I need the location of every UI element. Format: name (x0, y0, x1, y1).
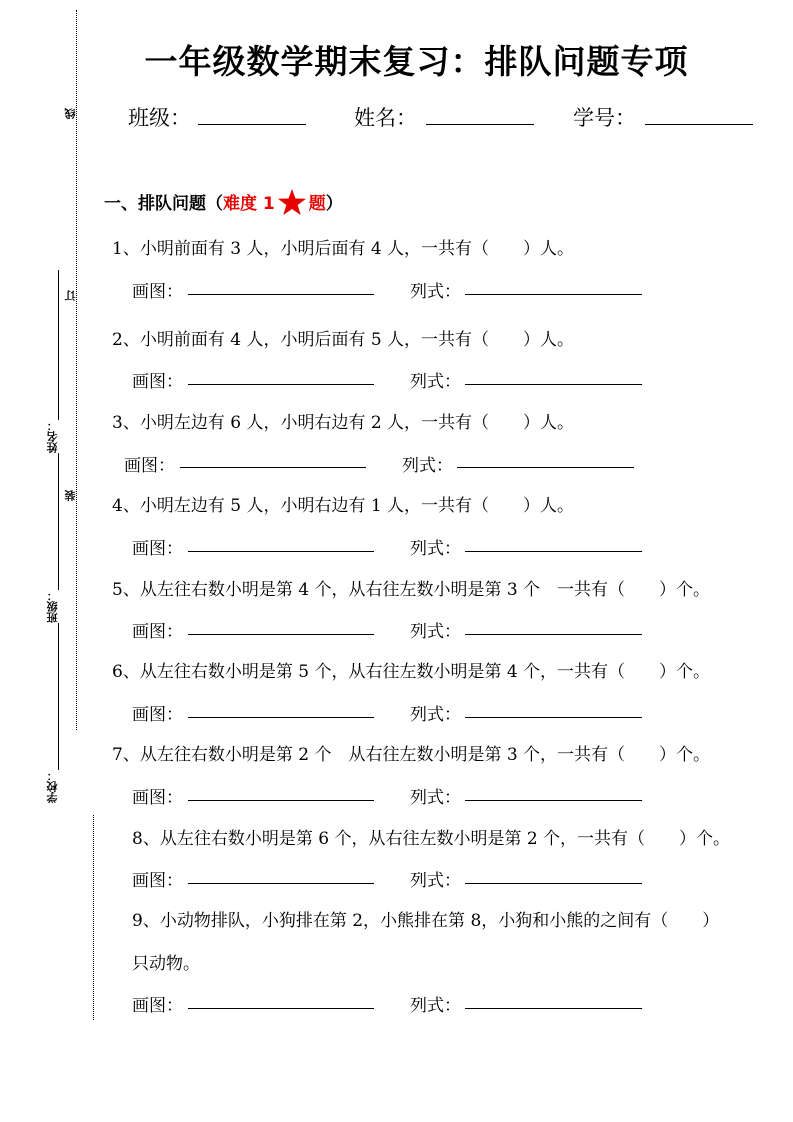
draw-label: 画图： (132, 871, 183, 891)
formula-label: 列式： (410, 282, 461, 302)
draw-label: 画图： (132, 539, 183, 559)
question-1: 1、小明前面有 3 人，小明后面有 4 人，一共有（ ）人。 (112, 239, 575, 259)
formula-field[interactable] (465, 294, 642, 295)
formula-field[interactable] (465, 1008, 642, 1009)
question-9-continued: 只动物。 (132, 954, 200, 974)
draw-label: 画图： (132, 996, 183, 1016)
name-field[interactable] (426, 124, 534, 125)
margin-ding-char: 订 (64, 290, 77, 301)
formula-label: 列式： (410, 871, 461, 891)
draw-field[interactable] (188, 384, 374, 385)
margin-name-label: 姓名： (46, 420, 59, 453)
question-5: 5、从左往右数小明是第 4 个，从右往左数小明是第 3 个 一共有（ ）个。 (112, 580, 711, 600)
section-suffix-red: 题 (308, 194, 326, 214)
draw-field[interactable] (188, 1008, 374, 1009)
section-difficulty: 难度 1 (223, 194, 275, 214)
formula-field[interactable] (465, 384, 642, 385)
question-8: 8、从左往右数小明是第 6 个，从右往左数小明是第 2 个，一共有（ ）个。 (132, 829, 731, 849)
formula-field[interactable] (465, 551, 642, 552)
class-field[interactable] (198, 124, 306, 125)
draw-label: 画图： (132, 372, 183, 392)
formula-label: 列式： (410, 996, 461, 1016)
question-2: 2、小明前面有 4 人，小明后面有 5 人，一共有（ ）人。 (112, 330, 575, 350)
draw-label: 画图： (124, 456, 175, 476)
question-3: 3、小明左边有 6 人，小明右边有 2 人，一共有（ ）人。 (112, 413, 575, 433)
margin-zhuang-char: 装 (64, 490, 77, 501)
formula-field[interactable] (465, 717, 642, 718)
id-label: 学号： (573, 106, 636, 130)
formula-field[interactable] (465, 883, 642, 884)
binding-dotted-line-bottom (93, 815, 94, 1020)
draw-field[interactable] (188, 800, 374, 801)
section-prefix: 一、排队问题（ (104, 194, 223, 214)
formula-label: 列式： (410, 372, 461, 392)
draw-field[interactable] (188, 294, 374, 295)
formula-field[interactable] (465, 800, 642, 801)
binding-solid-line (58, 270, 59, 800)
page-title: 一年级数学期末复习：排队问题专项 (144, 42, 689, 81)
name-label: 姓名： (354, 106, 417, 130)
section-suffix: ） (325, 194, 343, 214)
formula-field[interactable] (465, 634, 642, 635)
draw-field[interactable] (188, 634, 374, 635)
margin-class-label: 班级： (46, 590, 59, 623)
question-7: 7、从左往右数小明是第 2 个 从右往左数小明是第 3 个，一共有（ ）个。 (112, 745, 711, 765)
formula-field[interactable] (457, 467, 634, 468)
formula-label: 列式： (402, 456, 453, 476)
formula-label: 列式： (410, 705, 461, 725)
draw-label: 画图： (132, 622, 183, 642)
draw-label: 画图： (132, 705, 183, 725)
draw-field[interactable] (188, 883, 374, 884)
draw-label: 画图： (132, 282, 183, 302)
class-label: 班级： (128, 106, 191, 130)
draw-field[interactable] (180, 467, 366, 468)
formula-label: 列式： (410, 539, 461, 559)
star-icon (277, 189, 307, 220)
question-4: 4、小明左边有 5 人，小明右边有 1 人，一共有（ ）人。 (112, 496, 575, 516)
question-9: 9、小动物排队，小狗排在第 2，小熊排在第 8，小狗和小熊的之间有（ ） (132, 911, 720, 931)
formula-label: 列式： (410, 622, 461, 642)
draw-field[interactable] (188, 717, 374, 718)
margin-school-label: 学校： (46, 770, 59, 803)
draw-label: 画图： (132, 788, 183, 808)
formula-label: 列式： (410, 788, 461, 808)
id-field[interactable] (645, 124, 753, 125)
draw-field[interactable] (188, 551, 374, 552)
margin-line-char: 线 (64, 108, 77, 119)
section-heading (104, 189, 343, 220)
question-6: 6、从左往右数小明是第 5 个，从右往左数小明是第 4 个，一共有（ ）个。 (112, 662, 711, 682)
